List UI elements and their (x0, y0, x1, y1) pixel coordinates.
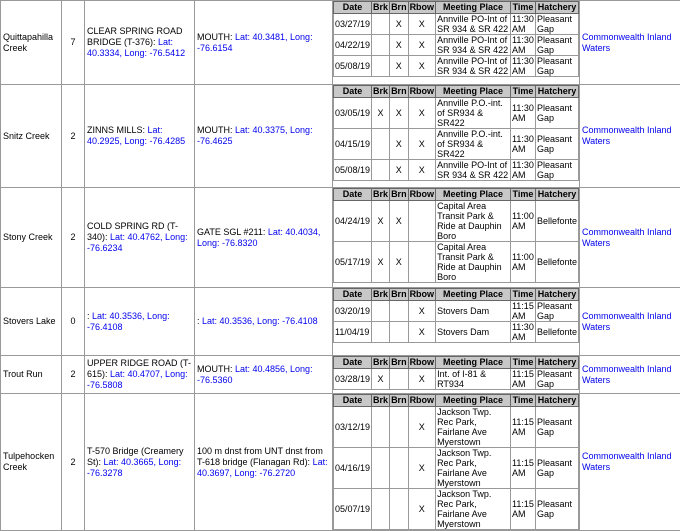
stocking-row (334, 201, 579, 242)
stocking-brk: X (372, 98, 390, 129)
stocking-brk (372, 301, 390, 322)
stocking-row (334, 407, 579, 448)
stocking-meeting-place: Capital Area Transit Park & Ride at Dauphin Boro (436, 242, 511, 283)
stocking-date: 05/08/19 (334, 56, 372, 77)
stocking-brk (372, 129, 390, 160)
stocking-meeting-place: Stovers Dam (436, 301, 511, 322)
stocking-date: 03/27/19 (334, 14, 372, 35)
header-brk: Brk (372, 357, 390, 369)
stocking-brk (372, 35, 390, 56)
stocking-hatchery: Pleasant Gap (536, 369, 579, 390)
stocking-brn (390, 322, 409, 343)
stocking-time: 11:15 AM (511, 369, 536, 390)
stocking-date: 05/17/19 (334, 242, 372, 283)
lower-limit-label: GATE SGL #211: (197, 227, 268, 237)
header-brn: Brn (390, 357, 409, 369)
water-name: Trout Run (1, 356, 62, 394)
cooperator (580, 188, 680, 288)
stocking-row (334, 35, 579, 56)
stocking-date: 03/05/19 (334, 98, 372, 129)
stocking-time: 11:30 AM (511, 98, 536, 129)
stocking-schedule-table (333, 356, 579, 390)
stocking-rbow: X (408, 407, 436, 448)
header-hatchery: Hatchery (535, 289, 578, 301)
stocking-schedule (333, 356, 580, 394)
stocking-date: 04/22/19 (334, 35, 372, 56)
stocking-brn (390, 407, 409, 448)
header-brk: Brk (372, 395, 390, 407)
lower-limit-label: : (197, 316, 202, 326)
stocking-row (334, 56, 579, 77)
lower-limit (195, 288, 333, 356)
stocking-hatchery: Pleasant Gap (536, 160, 579, 181)
lower-limit-coords-link[interactable]: Lat: 40.4034, Long: -76.8320 (197, 227, 320, 248)
water-miles: 0 (62, 288, 85, 356)
upper-limit-label: T-570 Bridge (Creamery St): (87, 446, 184, 467)
header-hatchery: Hatchery (536, 2, 579, 14)
water-row (1, 288, 680, 356)
header-date: Date (334, 86, 372, 98)
header-brn: Brn (390, 189, 409, 201)
stocking-meeting-place: Jackson Twp. Rec Park, Fairlane Ave Myerstown (436, 448, 511, 489)
stocking-meeting-place: Annville P.O.-int. of SR934 & SR422 (436, 129, 511, 160)
stocking-hatchery: Pleasant Gap (536, 14, 579, 35)
water-row (1, 1, 680, 85)
stocking-time: 11:15 AM (510, 301, 535, 322)
upper-limit-label: ZINNS MILLS: (87, 125, 148, 135)
stocking-schedule-table (333, 85, 579, 181)
stocking-meeting-place: Stovers Dam (436, 322, 511, 343)
stocking-rbow: X (408, 98, 436, 129)
stocking-row (334, 489, 579, 530)
stocking-schedule (333, 188, 580, 288)
stocking-brn: X (390, 160, 409, 181)
header-meeting-place: Meeting Place (436, 357, 511, 369)
stocking-date: 04/15/19 (334, 129, 372, 160)
stocking-time: 11:30 AM (510, 322, 535, 343)
stocking-rbow: X (408, 14, 436, 35)
stocking-brk: X (372, 242, 390, 283)
stocking-time: 11:15 AM (511, 489, 536, 530)
stocking-hatchery: Bellefonte (535, 242, 578, 283)
header-brn: Brn (390, 2, 409, 14)
stocking-hatchery: Pleasant Gap (536, 448, 579, 489)
cooperator-link[interactable]: Commonwealth Inland Waters (582, 364, 672, 385)
stocking-time: 11:30 AM (511, 35, 536, 56)
stocking-date: 05/08/19 (334, 160, 372, 181)
stocking-rbow: X (408, 35, 436, 56)
stocking-brk (372, 14, 390, 35)
stocking-brk: X (372, 201, 390, 242)
water-name: Stony Creek (1, 188, 62, 288)
stocking-schedule-table (333, 288, 579, 343)
stocking-rbow (408, 201, 436, 242)
stocking-meeting-place: Capital Area Transit Park & Ride at Dauphin Boro (436, 201, 511, 242)
stocking-schedule (333, 85, 580, 188)
upper-limit-coords-link[interactable]: Lat: 40.2925, Long: -76.4285 (87, 125, 185, 146)
cooperator (580, 288, 680, 356)
stocking-brn (390, 448, 409, 489)
schedule-header-row (334, 86, 579, 98)
header-date: Date (334, 395, 372, 407)
upper-limit (85, 85, 195, 188)
upper-limit-coords-link[interactable]: Lat: 40.3536, Long: -76.4108 (87, 311, 170, 332)
cooperator (580, 1, 680, 85)
water-name: Tulpehocken Creek (1, 394, 62, 531)
cooperator (580, 85, 680, 188)
stocking-rbow: X (408, 322, 436, 343)
cooperator (580, 356, 680, 394)
lower-limit (195, 188, 333, 288)
header-rbow: Rbow (408, 395, 436, 407)
stocking-time: 11:15 AM (511, 448, 536, 489)
stocking-date: 03/20/19 (334, 301, 372, 322)
water-miles: 2 (62, 394, 85, 531)
stocking-meeting-place: Annville PO-Int of SR 934 & SR 422 (436, 160, 511, 181)
header-meeting-place: Meeting Place (436, 86, 511, 98)
upper-limit-label: : (87, 311, 92, 321)
stocking-brn: X (390, 14, 409, 35)
stocking-rbow: X (408, 489, 436, 530)
stocking-brk (372, 489, 390, 530)
stocking-rbow: X (408, 448, 436, 489)
stocking-date: 04/24/19 (334, 201, 372, 242)
water-miles: 2 (62, 356, 85, 394)
upper-limit (85, 288, 195, 356)
lower-limit (195, 356, 333, 394)
header-brk: Brk (372, 2, 390, 14)
water-miles: 2 (62, 85, 85, 188)
stocking-date: 11/04/19 (334, 322, 372, 343)
cooperator-link[interactable]: Commonwealth Inland Waters (582, 125, 672, 146)
stocking-brn: X (390, 98, 409, 129)
lower-limit (195, 1, 333, 85)
header-time: Time (511, 395, 536, 407)
stocking-meeting-place: Annville P.O.-int. of SR934 & SR422 (436, 98, 511, 129)
stocking-brn: X (390, 201, 409, 242)
header-brn: Brn (390, 395, 409, 407)
header-rbow: Rbow (408, 189, 436, 201)
lower-limit-coords-link[interactable]: Lat: 40.4856, Long: -76.5360 (197, 364, 313, 385)
stocking-rbow (408, 242, 436, 283)
stocking-rbow: X (408, 56, 436, 77)
upper-limit (85, 188, 195, 288)
stocking-meeting-place: Annville PO-Int of SR 934 & SR 422 (436, 35, 511, 56)
header-meeting-place: Meeting Place (436, 395, 511, 407)
upper-limit-label: UPPER RIDGE ROAD (T-615): (87, 358, 191, 379)
stocking-meeting-place: Annville PO-Int of SR 934 & SR 422 (436, 56, 511, 77)
stocking-brn: X (390, 35, 409, 56)
stocking-meeting-place: Int. of I-81 & RT934 (436, 369, 511, 390)
stocking-hatchery: Bellefonte (535, 322, 578, 343)
water-miles: 2 (62, 188, 85, 288)
cooperator-link[interactable]: Commonwealth Inland Waters (582, 32, 672, 53)
header-date: Date (334, 2, 372, 14)
stocking-row (334, 98, 579, 129)
stocking-time: 11:15 AM (511, 407, 536, 448)
stocking-brk (372, 160, 390, 181)
lower-limit-label: MOUTH: (197, 364, 235, 374)
stocking-time: 11:00 AM (510, 201, 535, 242)
stocking-brn: X (390, 242, 409, 283)
stocking-row (334, 14, 579, 35)
stocking-hatchery: Bellefonte (535, 201, 578, 242)
header-rbow: Rbow (408, 289, 436, 301)
stocking-brk (372, 56, 390, 77)
header-brn: Brn (390, 289, 409, 301)
stocking-row (334, 301, 579, 322)
stocking-meeting-place: Annville PO-Int of SR 934 & SR 422 (436, 14, 511, 35)
header-time: Time (511, 357, 536, 369)
stocking-time: 11:30 AM (511, 129, 536, 160)
header-rbow: Rbow (408, 2, 436, 14)
lower-limit-coords-link[interactable]: Lat: 40.3536, Long: -76.4108 (202, 316, 318, 326)
stocking-row (334, 369, 579, 390)
stocking-time: 11:30 AM (511, 160, 536, 181)
stocking-row (334, 322, 579, 343)
header-hatchery: Hatchery (535, 189, 578, 201)
stocking-brn: X (390, 129, 409, 160)
cooperator-link[interactable]: Commonwealth Inland Waters (582, 227, 672, 248)
header-meeting-place: Meeting Place (436, 289, 511, 301)
stocking-meeting-place: Jackson Twp. Rec Park, Fairlane Ave Myerstown (436, 489, 511, 530)
water-row (1, 85, 680, 188)
stocking-hatchery: Pleasant Gap (536, 489, 579, 530)
header-meeting-place: Meeting Place (436, 2, 511, 14)
lower-limit-coords-link[interactable]: Lat: 40.3697, Long: -76.2720 (197, 457, 328, 478)
upper-limit-coords-link[interactable]: Lat: 40.4762, Long: -76.6234 (87, 232, 188, 253)
cooperator-link[interactable]: Commonwealth Inland Waters (582, 311, 672, 332)
stocking-schedule (333, 1, 580, 85)
header-time: Time (510, 289, 535, 301)
schedule-header-row (334, 357, 579, 369)
water-row (1, 188, 680, 288)
lower-limit-coords-link[interactable]: Lat: 40.3375, Long: -76.4625 (197, 125, 313, 146)
stocking-rbow: X (408, 301, 436, 322)
stocking-brn (390, 369, 409, 390)
stocking-rbow: X (408, 369, 436, 390)
upper-limit-label: CLEAR SPRING ROAD BRIDGE (T-376): (87, 26, 183, 47)
lower-limit-label: MOUTH: (197, 125, 235, 135)
stocking-brn (390, 301, 409, 322)
stocking-brk (372, 407, 390, 448)
stocking-brn: X (390, 56, 409, 77)
stocking-date: 03/28/19 (334, 369, 372, 390)
upper-limit-coords-link[interactable]: Lat: 40.3665, Long: -76.3278 (87, 457, 181, 478)
stocking-hatchery: Pleasant Gap (535, 301, 578, 322)
stocking-brk: X (372, 369, 390, 390)
cooperator-link[interactable]: Commonwealth Inland Waters (582, 451, 672, 472)
stocking-rbow: X (408, 129, 436, 160)
upper-limit-coords-link[interactable]: Lat: 40.4707, Long: -76.5808 (87, 369, 188, 390)
schedule-header-row (334, 2, 579, 14)
stocking-schedule-table (333, 1, 579, 77)
stocking-hatchery: Pleasant Gap (536, 35, 579, 56)
stocking-row (334, 160, 579, 181)
schedule-header-row (334, 395, 579, 407)
upper-limit (85, 356, 195, 394)
upper-limit-coords-link[interactable]: Lat: 40.3334, Long: -76.5412 (87, 37, 185, 58)
lower-limit (195, 85, 333, 188)
stocking-hatchery: Pleasant Gap (536, 407, 579, 448)
stocking-hatchery: Pleasant Gap (536, 98, 579, 129)
stocking-time: 11:30 AM (511, 56, 536, 77)
stocking-schedule (333, 288, 580, 356)
header-brk: Brk (372, 289, 390, 301)
water-name: Snitz Creek (1, 85, 62, 188)
header-time: Time (510, 189, 535, 201)
stocking-brk (372, 322, 390, 343)
header-time: Time (511, 86, 536, 98)
header-hatchery: Hatchery (536, 86, 579, 98)
header-brn: Brn (390, 86, 409, 98)
stocking-brk (372, 448, 390, 489)
header-hatchery: Hatchery (536, 357, 579, 369)
stocking-time: 11:00 AM (510, 242, 535, 283)
header-date: Date (334, 357, 372, 369)
stocking-hatchery: Pleasant Gap (536, 56, 579, 77)
stocking-meeting-place: Jackson Twp. Rec Park, Fairlane Ave Myerstown (436, 407, 511, 448)
schedule-header-row (334, 189, 579, 201)
header-hatchery: Hatchery (536, 395, 579, 407)
header-date: Date (334, 289, 372, 301)
lower-limit-label: 100 m dnst from UNT dnst from T-618 bridge (Flanagan Rd): (197, 446, 323, 467)
stocking-date: 05/07/19 (334, 489, 372, 530)
header-rbow: Rbow (408, 357, 436, 369)
stocking-time: 11:30 AM (511, 14, 536, 35)
schedule-header-row (334, 289, 579, 301)
stocking-row (334, 448, 579, 489)
stocking-row (334, 242, 579, 283)
stocking-rbow: X (408, 160, 436, 181)
stocking-row (334, 129, 579, 160)
stocking-brn (390, 489, 409, 530)
stocking-date: 03/12/19 (334, 407, 372, 448)
stocking-date: 04/16/19 (334, 448, 372, 489)
header-meeting-place: Meeting Place (436, 189, 511, 201)
stocking-schedule-table (333, 188, 579, 283)
lower-limit-label: MOUTH: (197, 32, 235, 42)
header-brk: Brk (372, 189, 390, 201)
water-miles: 7 (62, 1, 85, 85)
header-rbow: Rbow (408, 86, 436, 98)
lower-limit-coords-link[interactable]: Lat: 40.3481, Long: -76.6154 (197, 32, 313, 53)
water-row (1, 356, 680, 394)
header-brk: Brk (372, 86, 390, 98)
water-name: Stovers Lake (1, 288, 62, 356)
header-time: Time (511, 2, 536, 14)
water-name: Quittapahilla Creek (1, 1, 62, 85)
upper-limit-label: COLD SPRING RD (T-340): (87, 221, 178, 242)
upper-limit (85, 1, 195, 85)
header-date: Date (334, 189, 372, 201)
stocking-hatchery: Pleasant Gap (536, 129, 579, 160)
